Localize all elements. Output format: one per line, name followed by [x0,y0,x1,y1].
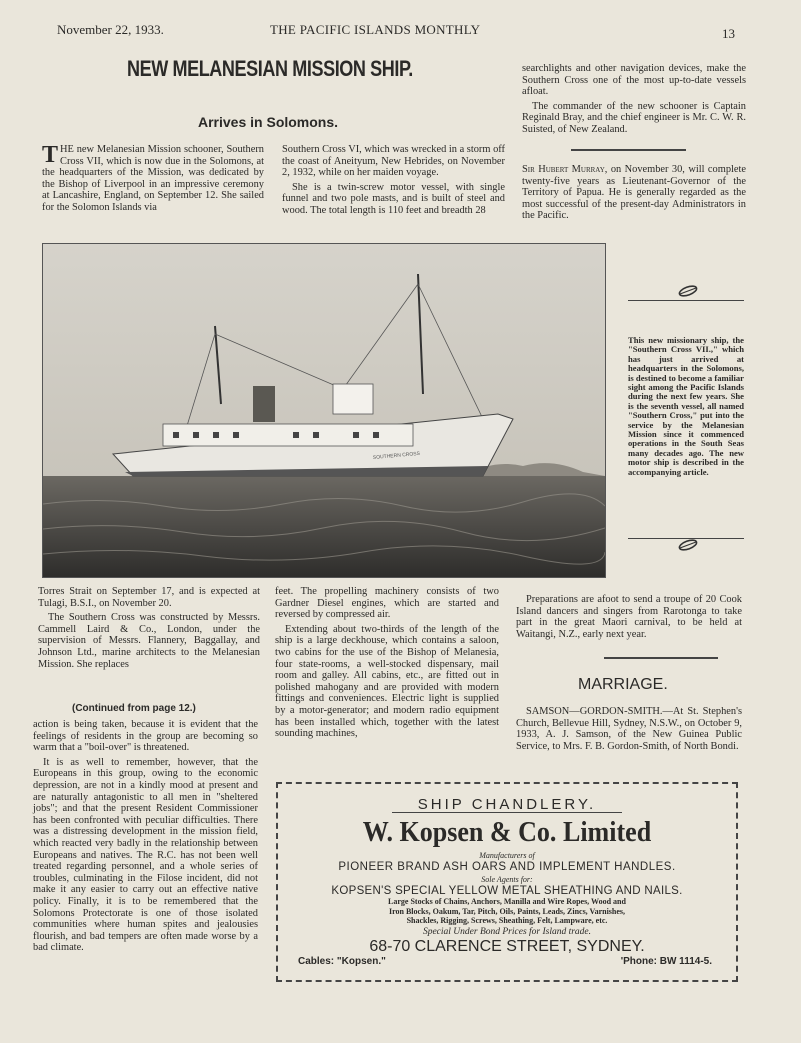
marriage-notice [516,706,742,755]
continued-article [33,719,258,957]
paragraph: SAMSON—GORDON-SMITH.—At St. Stephen's Church, Bellevue Hill, Sydney, N.S.W., on October 9, 1933, A. J. Samson, of the New Guinea Public Service, to Mrs. F. B. Gordon-Smith, of North Bondi. [516,706,742,752]
murray-brief [522,164,746,225]
caption-rule-top [628,300,744,301]
ornament-icon [676,538,700,552]
divider [571,149,686,151]
paragraph: feet. The propelling machinery consists of two Gardner Diesel engines, which are started and reversed by compressed air. [275,586,499,621]
paragraph: searchlights and other navigation devices, make the Southern Cross one of the most up-to-date vessels afloat. [522,63,746,98]
paragraph: The commander of the new schooner is Captain Reginald Bray, and the chief engineer is Mr. C. W. R. Suisted, of New Zealand. [522,100,746,135]
ad-stocks-1: Large Stocks of Chains, Anchors, Manilla and Wire Ropes, Wood and [388,897,626,906]
issue-date: November 22, 1933. [57,22,164,37]
article-lower-col1 [38,586,260,673]
article-intro [42,144,264,214]
article-subtitle: Arrives in Solomons. [198,114,339,130]
intro-text: HE new Melanesian Mission schooner, Southern Cross VII, which is now due in the Solomons, at the headquarters of the Mission, was dedicated by the Bishop of Liverpool in an impressive ceremony at Lancashire, England, on September 12. She sailed for the Solomon Islands via [42,144,264,213]
publication-title: THE PACIFIC ISLANDS MONTHLY [270,22,481,37]
ad-cables: Cables: "Kopsen." [298,955,386,967]
divider [604,657,718,659]
photo-caption: This new missionary ship, the "Southern Cross VII.," which has just arrived at headquarters in the Solomons, is destined to become a familiar sight among the Pacific Islands during the next few years. She is the seventh vessel, all named "Southern Cross," put into the service by the Melanesian Mission since it commenced operations in the South Seas many decades ago. The new motor ship is described in the accompanying article. [628,335,744,477]
paragraph: The Southern Cross was constructed by Messrs. Cammell Laird & Co., London, under the supervision of Messrs. Flannery, Baggallay, and Johnson Ltd., marine architects to the Melanesian Mission. She replaces [38,612,260,670]
drop-cap: T [42,142,59,168]
continued-label: (Continued from page 12.) [72,703,196,714]
ad-stocks-2: Iron Blocks, Oakum, Tar, Pitch, Oils, Paints, Leads, Zincs, Varnishes, [388,906,626,916]
ad-heading: SHIP CHANDLERY. [417,796,597,813]
ad-products: PIONEER BRAND ASH OARS AND IMPLEMENT HANDLES. [338,861,676,873]
ad-manufacturers: Manufacturers of [479,851,535,860]
ad-company: W. Kopsen & Co. Limited [362,817,652,848]
paragraph: Extending about two-thirds of the length of the ship is a large deckhouse, which contains a saloon, two cabins for the use of the Bishop of Melanesia, four state-rooms, a well-stocked dispensary, mail room and galley. All cabins, etc., are fitted out in polished mahogany and are provided with modern fittings and conveniences. Electric light is supplied by a motor-generator; and modern radio equipment has been installed which, together with the latest sounding machines, [275,623,499,740]
maori-brief [516,594,742,643]
ornament-icon [676,284,700,298]
paragraph: Torres Strait on September 17, and is expected at Tulagi, B.S.I., on November 20. [38,586,260,609]
ad-special: KOPSEN'S SPECIAL YELLOW METAL SHEATHING AND NAILS. [331,885,683,897]
hull-name: SOUTHERN CROSS [372,450,421,461]
page-number: 13 [722,26,735,41]
person-name: Sir Hubert Murray, [522,164,608,175]
article-title: NEW MELANESIAN MISSION SHIP. [127,56,413,81]
brief-text: on November 30, will complete twenty-five years as Lieutenant-Governor of the Territory of Papua. He is generally regarded as the most successful of the present-day Administrators in the Pacific. [522,164,747,222]
ad-address: 68-70 CLARENCE STREET, SYDNEY. [369,937,645,955]
paragraph: She is a twin-screw motor vessel, with single funnel and two pole masts, and is built of steel and wood. The total length is 110 feet and breadth 28 [282,181,505,216]
marriage-heading: MARRIAGE. [578,676,668,693]
article-lower-col2 [275,586,499,743]
paragraph: Southern Cross VI, which was wrecked in a storm off the coast of Aneityum, New Hebrides, on November 2, 1932, while on her maiden voyage. [282,144,505,179]
article-col3 [522,63,746,139]
paragraph: It is as well to remember, however, that the Europeans in this group, owing to the economic depression, are not in a kindly mood at present and are naturally antagonistic to all men in "sheltered jobs"; and that the present Resident Commissioner has been confronted with peculiar difficulties. There was a distressing development in the mission field, which reacted very badly in the relationship between Europeans and natives. The R.C. has not been well treated regarding personnel, and a whole series of troubles, culminating in the Filose incident, did not make it any easier to carry out an effective native policy. Finally, it is to be remembered that the Solomons Protectorate is one of those isolated communities where human spites and jealousies flourish, and bad tempers are often made worse by a bad climate. [33,756,258,954]
ship-photo [42,243,606,578]
ad-stocks-3: Shackles, Rigging, Screws, Sheathing, Felt, Lampware, etc. [406,916,608,925]
ad-sole-agents: Sole Agents for: [481,875,533,884]
article-col2 [282,144,505,220]
paragraph: action is being taken, because it is evident that the feelings of residents in the group are becoming so warm that a "boil-over" is threatened. [33,719,258,754]
ad-bond: Special Under Bond Prices for Island trade. [422,926,592,937]
advertisement [276,782,738,982]
ad-phone: 'Phone: BW 1114-5. [620,955,712,967]
paragraph: Preparations are afoot to send a troupe of 20 Cook Island dancers and singers from Rarotonga to take part in the great Maori carnival, to be held at Waitangi, N.Z., early next year. [516,594,742,640]
ship-illustration [43,244,605,577]
